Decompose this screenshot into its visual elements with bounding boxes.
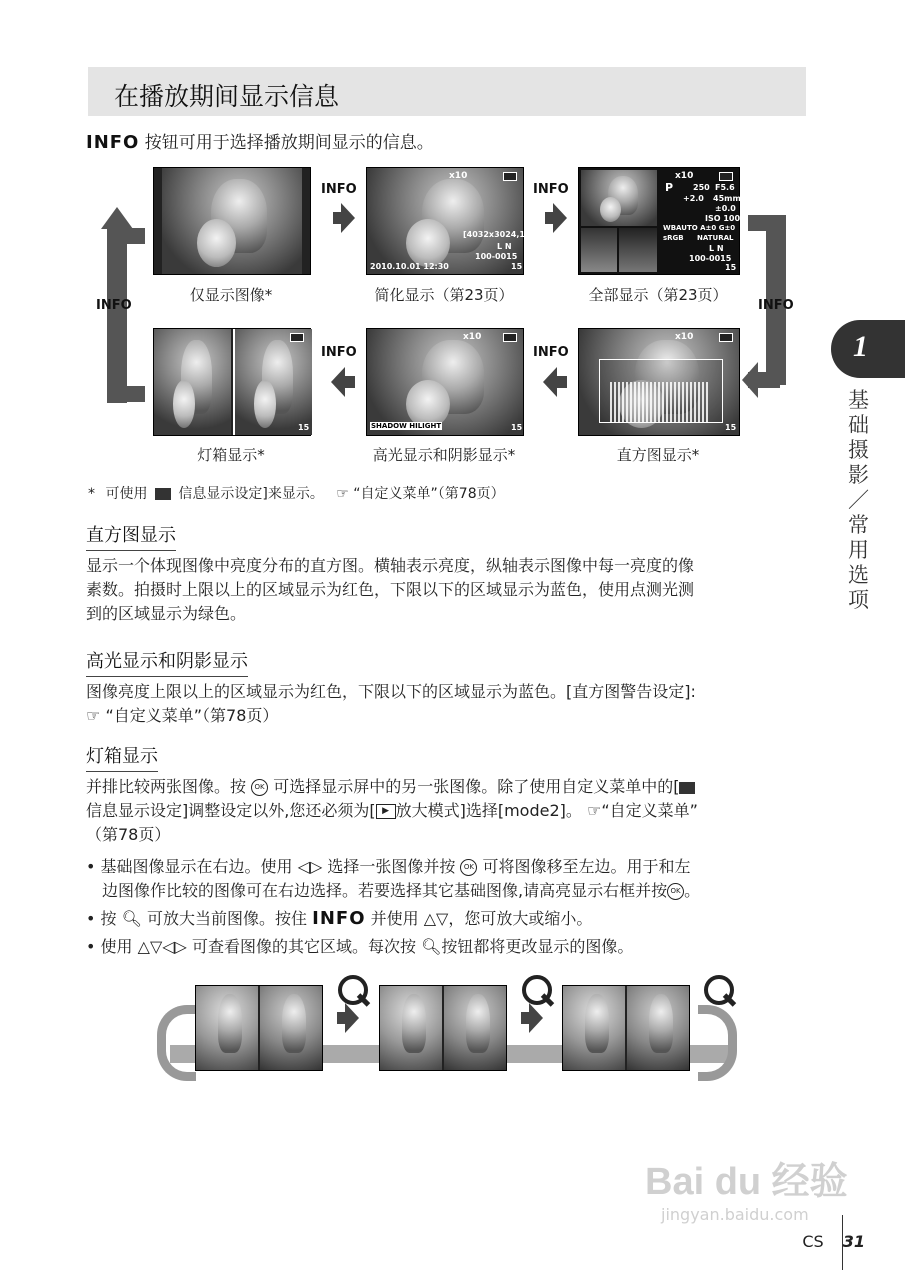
zoom-readout: x10: [463, 332, 482, 342]
zoom-icon: 🔍︎: [421, 937, 442, 956]
flow-arrow-right-icon: [553, 203, 567, 233]
list-item: • 按 🔍︎ 可放大当前图像。按住 INFO 并使用 △▽，您可放大或缩小。: [86, 908, 593, 929]
section-heading-histogram: 直方图显示: [86, 521, 176, 551]
histogram-overlay: [599, 359, 723, 423]
loop-arrow-right-icon: [698, 1005, 737, 1081]
screen-highlight-shadow: [366, 328, 524, 436]
list-item: • 使用 △▽◁▷ 可查看图像的其它区域。每次按 🔍︎按钮都将更改显示的图像。: [86, 937, 634, 956]
footer-lang: CS: [802, 1232, 824, 1251]
section-body-histogram: 显示一个体现图像中亮度分布的直方图。横轴表示亮度，纵轴表示图像中每一亮度的像 素数。拍摄时上限以上的区域显示为红色，下限以下的区域显示为蓝色，使用点测光测 到的区域显示为绿色。: [86, 556, 695, 623]
ok-button-icon: OK: [251, 779, 268, 796]
info-label-1: INFO: [321, 182, 357, 197]
up-down-arrows-icon: △▽: [423, 909, 449, 928]
ev-readout: +2.0: [683, 194, 704, 203]
battery-icon: [290, 333, 304, 342]
caption-image-only: 仅显示图像*: [189, 286, 273, 304]
histogram-mini: [619, 228, 657, 272]
caption-overall: 全部显示（第23页）: [588, 286, 728, 304]
sample-photo: [162, 168, 302, 274]
list-item-continuation: 边图像作比较的图像可在右边选择。若要选择其它基础图像,请高亮显示右框并按 OK 。: [102, 881, 701, 900]
section-heading-highlight-shadow: 高光显示和阴影显示: [86, 647, 248, 677]
caption-lightbox: 灯箱显示*: [197, 446, 265, 464]
frame-number: 15: [298, 423, 310, 432]
zoom-readout: x10: [675, 171, 694, 181]
zoom-readout: x10: [449, 171, 468, 181]
battery-icon: [503, 333, 517, 342]
watermark-url: jingyan.baidu.com: [661, 1205, 809, 1224]
intro-text: 按钮可用于选择播放期间显示的信息。: [144, 133, 434, 153]
battery-icon: [503, 172, 517, 181]
footnote-star: *: [88, 486, 95, 502]
flow-arrow-left-icon: [543, 367, 557, 397]
size-readout: [4032x3024,1/8]: [463, 230, 538, 239]
footnote-ref: “自定义菜单”（第78页）: [353, 486, 505, 502]
info-label-3: INFO: [321, 345, 357, 360]
playback-icon: ▶: [376, 804, 396, 819]
flow-arrow-right-icon: [529, 1003, 543, 1033]
footnote: [88, 483, 505, 503]
flow-arrow-body: [557, 376, 567, 388]
section-heading-lightbox: 灯箱显示: [86, 742, 158, 772]
ref-icon: ☞: [86, 706, 101, 725]
iso-readout: ISO 100: [705, 214, 741, 223]
frame-number: 15: [725, 423, 737, 432]
chapter-tab: [831, 320, 905, 378]
battery-icon: [719, 172, 733, 181]
quality-readout: L N: [709, 244, 724, 253]
wb-readout: WBAUTO A±0 G±0: [663, 224, 736, 232]
info-label-4: INFO: [533, 345, 569, 360]
caption-simple: 简化显示（第23页）: [374, 286, 514, 304]
page-number: 31: [842, 1232, 865, 1251]
cycle-bar-left-bottom: [107, 386, 145, 402]
flow-arrow-left-icon: [331, 367, 345, 397]
thumbnail: [581, 170, 657, 226]
list-item: • 基础图像显示在右边。使用 ◁▷ 选择一张图像并按 OK 可将图像移至左边。用于和左: [86, 857, 691, 876]
zoom-step-1: [195, 985, 323, 1071]
screen-overall: [578, 167, 740, 275]
file-readout: 100-0015: [475, 252, 518, 261]
chapter-title: 基础摄影／常用选项: [848, 388, 869, 612]
frame-number: 15: [511, 262, 523, 271]
frame-number: 15: [511, 423, 523, 432]
screen-histogram: [578, 328, 740, 436]
watermark: [645, 1150, 855, 1235]
date-readout: 2010.10.01 12:30: [370, 262, 449, 271]
cycle-bar-right-top: [748, 215, 786, 231]
footnote-text-2: 信息显示设定]来显示。: [178, 486, 324, 502]
zoom-readout: x10: [675, 332, 694, 342]
cycle-arrow-left-icon: [742, 362, 758, 398]
frame-number: 15: [725, 263, 737, 272]
color-space-readout: sRGB: [663, 234, 684, 242]
chapter-number: 1: [853, 330, 868, 363]
custom-menu-icon: [155, 488, 171, 500]
info-label-right: INFO: [758, 298, 794, 313]
quality-readout: L N: [497, 242, 512, 251]
ref-icon: ☞: [586, 801, 602, 820]
loop-arrow-left-icon: [157, 1005, 196, 1081]
info-button-label: INFO: [86, 132, 140, 153]
custom-menu-icon: [679, 782, 695, 794]
battery-icon: [719, 333, 733, 342]
watermark-brand: Bai du 经验: [645, 1161, 848, 1203]
footer: [802, 1232, 865, 1251]
shutter-readout: 250: [693, 183, 710, 192]
cycle-arrow-up-icon: [101, 207, 133, 229]
ok-button-icon: OK: [667, 883, 684, 900]
zoom-step-3: [562, 985, 690, 1071]
caption-histogram: 直方图显示*: [616, 446, 700, 464]
flow-arrow-body: [345, 376, 355, 388]
left-right-arrows-icon: ◁▷: [297, 857, 323, 876]
flash-comp-readout: ±0.0: [715, 204, 736, 213]
flow-arrow-right-icon: [341, 203, 355, 233]
title-bar: [88, 67, 806, 116]
screen-lightbox: [153, 328, 311, 436]
file-readout: 100-0015: [689, 254, 732, 263]
intro-line: [86, 128, 434, 153]
zoom-icon: 🔍︎: [121, 909, 142, 928]
focal-readout: 45mm: [713, 194, 741, 203]
section-body-lightbox: 并排比较两张图像。按 OK 可选择显示屏中的另一张图像。除了使用自定义菜单中的[ 信息显示设定]调整设定以外,您还必须为[ ▶ 放大模式]选择[mode2]。 ☞“自定义菜单” （第78页）: [86, 777, 698, 844]
footnote-text-1: 可使用: [105, 486, 148, 502]
picture-mode-readout: NATURAL: [697, 234, 734, 242]
histogram-mini: [581, 228, 617, 272]
zoom-step-2: [379, 985, 507, 1071]
info-label-2: INFO: [533, 182, 569, 197]
aperture-readout: F5.6: [715, 183, 735, 192]
screen-simple: [366, 167, 538, 275]
flow-arrow-right-icon: [345, 1003, 359, 1033]
caption-highlight-shadow: 高光显示和阴影显示*: [372, 446, 516, 464]
ok-button-icon: OK: [460, 859, 477, 876]
info-label-left: INFO: [96, 298, 132, 313]
cycle-bar-left-top: [107, 228, 145, 244]
mode-readout: P: [665, 181, 674, 194]
bullet-list: [86, 855, 816, 959]
four-way-arrows-icon: △▽◁▷: [137, 937, 187, 956]
cycle-bar-left: [107, 228, 127, 403]
section-body-highlight-shadow: 图像亮度上限以上的区域显示为红色，下限以下的区域显示为蓝色。[直方图警告设定]: ☞ “自定义菜单”（第78页）: [86, 682, 696, 725]
shadow-highlight-badge: SHADOW HILIGHT: [371, 422, 442, 430]
screen-image-only: [153, 167, 311, 275]
page-title: 在播放期间显示信息: [114, 82, 340, 111]
ref-icon: ☞: [336, 486, 349, 502]
